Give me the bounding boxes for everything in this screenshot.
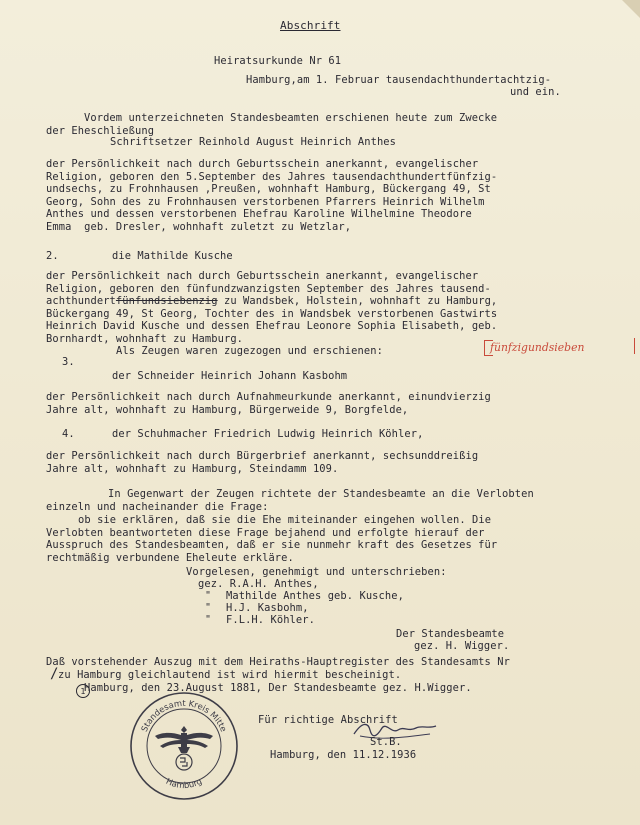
- certified-copy-label: Für richtige Abschrift: [258, 714, 398, 726]
- registrar-title: Der Standesbeamte: [396, 628, 505, 640]
- groom-name: Schriftsetzer Reinhold August Heinrich Anthes: [110, 136, 397, 148]
- ditto-mark: ": [205, 602, 212, 613]
- signature-line-2: Mathilde Anthes geb. Kusche,: [226, 590, 404, 602]
- stamp-top-text: Standesamt Kreis Mitte: [138, 697, 230, 734]
- ditto-mark: ": [205, 590, 212, 601]
- witness2-number: 4.: [62, 428, 75, 440]
- margin-correction: fünfzigundsieben: [490, 341, 585, 354]
- witnesses-intro: Als Zeugen waren zugezogen und erschienen:: [116, 345, 383, 357]
- svg-text:Hamburg: [165, 776, 204, 790]
- intro-text: Vordem unterzeichneten Standesbeamten erschienen heute zum Zwecke der Eheschließung: [46, 112, 498, 137]
- ditto-mark: ": [205, 614, 212, 625]
- groom-details: der Persönlichkeit nach durch Geburtsschein anerkannt, evangelischer Religion, geboren den 5.September des Jahres tausendachthundertfünfzig- undsechs, zu Frohnhausen ,Preußen, wohnhaft Hamburg, Bückergang 49, St Georg, Sohn des zu Frohnhausen verstorbenen Pfarrers Heinrich Wilhelm Anthes und dessen verstorbenen Ehefrau Karoline Wilhelmine Theodore Emma geb. Dresler, wohnhaft zuletzt zu Wetzlar,: [46, 158, 498, 233]
- date-line-1: Hamburg,am 1. Februar tausendachthundertachtzig-: [246, 74, 552, 86]
- signature-line-3: H.J. Kasbohm,: [226, 602, 309, 614]
- bride-details: der Persönlichkeit nach durch Geburtsschein anerkannt, evangelischer Religion, geboren den fünfundzwanzigsten September des Jahres tausend- achthundertfünfundsiebenzig zu Wandsbek, Holstein, wohnhaft zu Hamburg, Bückergang 49, St Georg, Tochter des in Wandsbek verstorbenen Gastwirts Heinrich David Kusche und dessen Ehefrau Leonore Sophia Elisabeth, geb. Bornhardt, wohnhaft zu Hamburg.: [46, 270, 498, 345]
- folded-corner: [622, 0, 640, 18]
- signed-intro: Vorgelesen, genehmigt und unterschrieben:: [186, 566, 447, 578]
- date-line-2: und ein.: [510, 86, 561, 98]
- witness1-name: der Schneider Heinrich Johann Kasbohm: [112, 370, 348, 382]
- stamp-bottom-text: Hamburg: [164, 775, 204, 791]
- confirmation-text: Daß vorstehender Auszug mit dem Heiraths-Hauptregister des Standesamts Nr zu Hamburg gleichlautend ist wird hiermit bescheinigt.: [46, 656, 510, 681]
- document-title: Abschrift: [280, 19, 341, 32]
- bride-name: die Mathilde Kusche: [112, 250, 233, 262]
- certification-date: Hamburg, den 11.12.1936: [270, 749, 417, 761]
- correction-bracket-end: [628, 338, 635, 354]
- witness1-details: der Persönlichkeit nach durch Aufnahmeurkunde anerkannt, einundvierzig Jahre alt, wohnhaft zu Hamburg, Bürgerweide 9, Borgfelde,: [46, 391, 491, 416]
- struck-word: fünfundsiebenzig: [115, 295, 218, 308]
- witness1-number: 3.: [62, 356, 75, 368]
- eagle-icon: [155, 726, 213, 770]
- bride-number: 2.: [46, 250, 59, 262]
- circled-number: 1: [76, 684, 90, 698]
- signature-line-1: gez. R.A.H. Anthes,: [198, 578, 319, 590]
- registrar-name: gez. H. Wigger.: [414, 640, 510, 652]
- ceremony-text: In Gegenwart der Zeugen richtete der Standesbeamte an die Verlobten einzeln und nacheinander die Frage:: [46, 488, 534, 513]
- final-line: Hamburg, den 23.August 1881, Der Standesbeamte gez. H.Wigger.: [84, 682, 472, 694]
- question-text: ob sie erklären, daß sie die Ehe miteinander eingehen wollen. Die Verlobten beantworteten diese Frage bejahend und erfolgte hierauf der Ausspruch des Standesbeamten, daß er sie nunmehr kraft des Gesetzes für rechtmäßig verbundene Eheleute erkläre.: [46, 514, 498, 564]
- signature-line-4: F.L.H. Köhler.: [226, 614, 315, 626]
- witness2-details: der Persönlichkeit nach durch Bürgerbrief anerkannt, sechsunddreißig Jahre alt, wohnhaft zu Hamburg, Steindamm 109.: [46, 450, 479, 475]
- official-stamp: [128, 690, 240, 802]
- certifier-title: St.B.: [370, 736, 402, 748]
- slash-mark: /: [50, 666, 59, 682]
- certificate-number: Heiratsurkunde Nr 61: [214, 55, 342, 67]
- witness2-name: der Schuhmacher Friedrich Ludwig Heinrich Köhler,: [112, 428, 424, 440]
